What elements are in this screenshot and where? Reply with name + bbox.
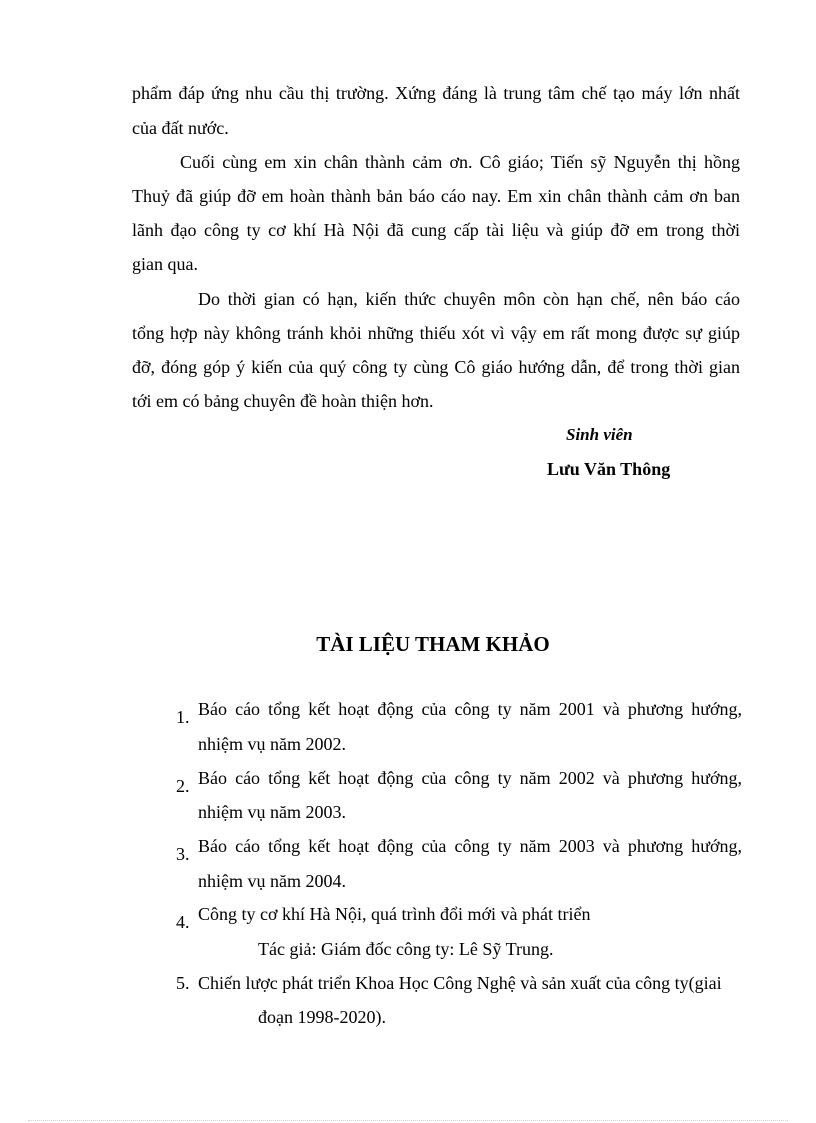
paragraph-3-line-1: Do thời gian có hạn, kiến thức chuyên môn còn hạn chế, nên báo cáo	[198, 289, 740, 309]
references-title: TÀI LIỆU THAM KHẢO	[316, 632, 550, 656]
reference-4-line-2: Tác giả: Giám đốc công ty: Lê Sỹ Trung.	[258, 939, 554, 959]
paragraph-2-line-1: Cuối cùng em xin chân thành cảm ơn. Cô giáo; Tiến sỹ Nguyễn thị hồng	[180, 152, 740, 172]
reference-1-line-2: nhiệm vụ năm 2002.	[198, 734, 346, 754]
reference-number: 2.	[176, 776, 190, 796]
paragraph-3-line-4: tới em có bảng chuyên đề hoàn thiện hơn.	[132, 391, 434, 411]
paragraph-3-line-2: tổng hợp này không tránh khỏi những thiếu xót vì vậy em rất mong được sự giúp	[132, 323, 740, 343]
reference-4-line-1: Công ty cơ khí Hà Nội, quá trình đổi mới và phát triển	[198, 904, 591, 924]
reference-3-line-2: nhiệm vụ năm 2004.	[198, 871, 346, 891]
reference-number: 5.	[176, 973, 190, 993]
reference-2-line-1: Báo cáo tổng kết hoạt động của công ty năm 2002 và phương hướng,	[198, 768, 742, 788]
paragraph-2-line-2: Thuỷ đã giúp đỡ em hoàn thành bản báo cáo nay. Em xin chân thành cảm ơn ban	[132, 186, 740, 206]
paragraph-1-line-1: phẩm đáp ứng nhu cầu thị trường. Xứng đáng là trung tâm chế tạo máy lớn nhất	[132, 83, 740, 103]
reference-number: 4.	[176, 912, 190, 932]
reference-number: 3.	[176, 844, 190, 864]
reference-3-line-1: Báo cáo tổng kết hoạt động của công ty năm 2003 và phương hướng,	[198, 836, 742, 856]
paragraph-2-line-4: gian qua.	[132, 254, 198, 274]
reference-1-line-1: Báo cáo tổng kết hoạt động của công ty năm 2001 và phương hướng,	[198, 699, 742, 719]
paragraph-1-line-2: của đất nước.	[132, 118, 229, 138]
paragraph-2-line-3: lãnh đạo công ty cơ khí Hà Nội đã cung cấp tài liệu và giúp đỡ em trong thời	[132, 220, 740, 240]
signature-name: Lưu Văn Thông	[547, 459, 671, 479]
reference-5-line-2: đoạn 1998-2020).	[258, 1007, 386, 1027]
signature-role: Sinh viên	[566, 425, 633, 444]
reference-2-line-2: nhiệm vụ năm 2003.	[198, 802, 346, 822]
paragraph-3-line-3: đỡ, đóng góp ý kiến của quý công ty cùng Cô giáo hướng dẫn, để trong thời gian	[132, 357, 740, 377]
reference-5-line-1: Chiến lược phát triển Khoa Học Công Nghệ và sản xuất của công ty(giai	[198, 973, 722, 993]
page-bottom-divider	[28, 1120, 788, 1121]
reference-number: 1.	[176, 707, 190, 727]
